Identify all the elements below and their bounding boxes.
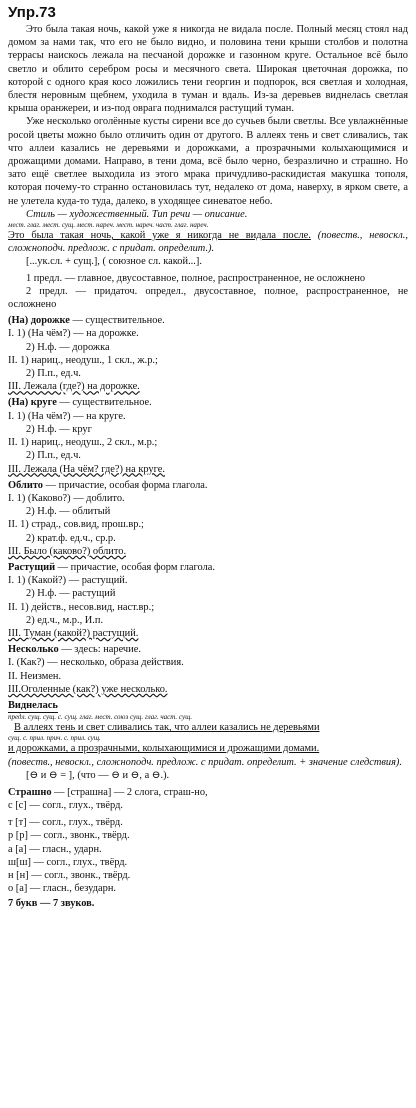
parse-word: Облито [8,479,43,491]
phonetic-rest: — [страшна] — 2 слога, страш-но, [51,786,208,798]
phonetic-letter-line: о [а] — гласн., безударн. [8,883,116,895]
parse-line: 2) Н.ф. — круг [26,423,92,435]
sentence2-line1: В аллеях тень и свет сливались так, что аллеи казались не деревьями [14,722,320,734]
parse-line: II. Неизмен. [8,670,62,682]
parse-word: Растущий [8,561,56,573]
parse-line: III. Лежала (где?) на дорожке. [8,381,140,393]
phonetic-letter-line: т [т] — согл., глух., твёрд. [8,817,123,829]
parse-line: 2) ед.ч., м.р., И.п. [26,614,104,626]
parse-head [8,396,408,409]
parse-desc: — здесь: наречие. [58,644,141,656]
parse-line: III. Было (каково?) облито. [8,545,127,557]
pred2: 2 предл. — придаточ. определ., двусоставное, полное, распространенное, не осложнено [8,285,408,311]
pred1: 1 предл. — главное, двусоставное, полное, распространенное, не осложнено [26,272,366,284]
parse-head [8,643,408,656]
parse-head [8,314,408,327]
sentence1 [8,229,408,255]
vidnelas-label: Виднелась [8,699,58,713]
phonetic-letter-line: ш[ш] — согл., глух., твёрд. [8,856,128,868]
parse-desc: — существительное. [56,397,152,409]
parse-line: II. 1) действ., несов.вид, наст.вр.; [8,601,155,613]
text-paragraph-2: Уже несколько оголённые кусты сирени все до сучьев были светлы. Все увлажнённые росой цветы можно было отличить один от другого. В аллеях тень и свет сливались, так что аллеи казались не деревьями и дорожками, а прозрачными колыхающимися и дрожащими домами. Направо, в тени дома, всё было черно, безразлично и страшно. Но зато ещё светлее выходила из этого мрака причудливо-раскидистая макушка тополя, которая почему-то странно остановилась тут, недалеко от дома, наверху, в ярком свете, а не улетела куда-то туда, далеко, в уходящее синеватое небо. [8,116,408,207]
parse-desc: — причастие, особая форм глагола. [55,561,215,573]
parse-line: I. 1) (Каково?) — доблито. [8,492,125,504]
phonetic-word: Страшно [8,786,52,798]
parse-word: (На) круге [8,397,57,409]
phonetic-letter-line: н [н] — согл., звонк., твёрд. [8,869,131,881]
parse-line: 2) Н.ф. — растущий [26,588,116,600]
parse-line: I. 1) (Какой?) — растущий. [8,575,128,587]
text-paragraph-1: Это была такая ночь, какой уже я никогда не видала после. Полный месяц стоял над домом за нами так, что его не было видно, и половина тени крыши столбов и полотна террасы наискось лежала на песчаной дорожке и газонном круге. Остальное всё было светло и облито серебром росы и месячного света. Широкая цветочная дорожка, по которой с одного края косо ложились тени георгин и подпорок, вся светлая и холодная, блестя неровным щебнем, уходила в туман и вдаль. Из-за деревьев виднелась светлая крыша оранжереи, и из-под оврага поднимался растущий туман. [8,24,408,115]
parse-word: Несколько [8,644,59,656]
style-line: Стиль — художественный. Тип речи — описание. [26,208,248,220]
phonetic-letter-line: р [р] — согл., звонк., твёрд. [8,830,130,842]
sentence2-tail: (повеств., невоскл., сложноподч. предлож. с придат. определит. + значение следствия). [8,756,402,768]
parse-line: I. 1) (На чём?) — на дорожке. [8,328,139,340]
sentence1-tags: мест. глаг. мест. сущ. мест. нареч. мест. нареч. част. глаг. нареч. [8,221,209,230]
parse-line: I. (Как?) — несколько, образа действия. [8,657,184,669]
parse-line: III. Туман (какой?) растущий. [8,627,139,639]
parse-word: (На) дорожке [8,315,70,327]
sentence2-tags1: предл. сущ. сущ. с. сущ. глаг. мест. союз сущ. глаг. част. сущ. [8,713,193,722]
sentence1-schema: [...ук.сл. + сущ.], ( союзное сл. какой...]. [26,256,202,268]
parse-line: 2) Н.ф. — облитый [26,506,111,518]
parse-head [8,479,408,492]
parse-line: II. 1) нариц., неодуш., 1 скл., ж.р.; [8,354,158,366]
phonetic-total: 7 букв — 7 звуков. [8,898,95,910]
parse-line: 2) Н.ф. — дорожка [26,341,110,353]
parse-line: II. 1) нариц., неодуш., 2 скл., м.р.; [8,437,158,449]
parse-line: I. 1) (На чём?) — на круге. [8,410,126,422]
sentence2-schema: [⊖ и ⊖ = ], (что — ⊖ и ⊖, а ⊖.). [26,769,170,781]
parse-line: III.Оголенные (как?) уже несколько. [8,683,168,695]
phonetic-head [8,786,408,799]
parse-line: 2) П.п., ед.ч. [26,450,81,462]
parse-line: III. Лежала (На чём? где?) на круге. [8,463,165,475]
parse-desc: — существительное. [69,315,165,327]
parse-line: 2) крат.ф. ед.ч., ср.р. [26,532,116,544]
sentence1-text: Это была такая ночь, какой уже я никогда не видала после. [8,230,311,242]
sentence2-line2: и дорожками, а прозрачными, колыхающимися и дрожащими домами. [8,743,320,755]
exercise-title: Упр.73 [8,4,56,21]
phonetic-letter-line: а [а] — гласн., ударн. [8,843,102,855]
morphology-parses [8,314,408,696]
exercise-page [8,4,408,911]
parse-line: 2) П.п., ед.ч. [26,368,81,380]
sentence2-tags2: сущ. с. прил. прич. с. прил. сущ. [8,734,101,743]
sentence1-tail: (повеств., невоскл., сложноподч. предлож. с придат. определит.). [8,230,408,255]
parse-desc: — причастие, особая форма глагола. [43,479,208,491]
parse-line: II. 1) страд., сов.вид, прош.вр.; [8,519,144,531]
phonetic-letter-line: с [с] — согл., глух., твёрд. [8,799,123,811]
parse-head [8,561,408,574]
phonetic-letters [8,799,408,895]
vidnelas-word [8,699,408,713]
